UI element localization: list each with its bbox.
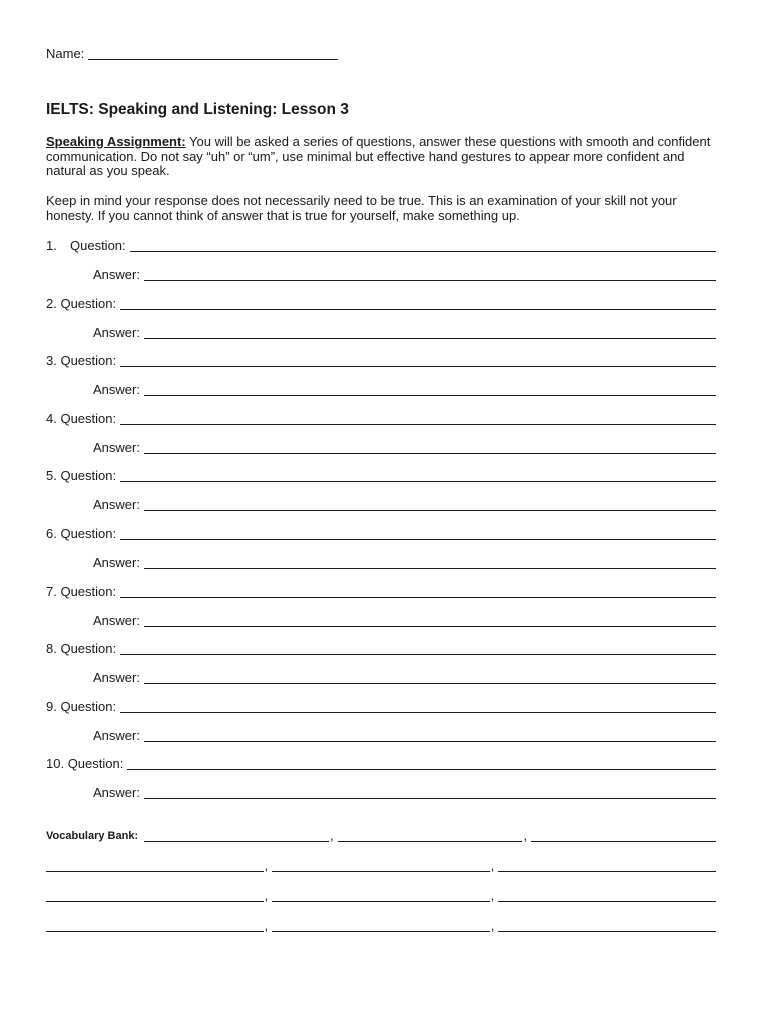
answer-label: Answer: — [93, 497, 140, 512]
answer-label: Answer: — [93, 728, 140, 743]
name-field-row — [46, 44, 716, 62]
question-label: 5. Question: — [46, 468, 117, 483]
question-label: 7. Question: — [46, 584, 117, 599]
answer-blank[interactable] — [144, 280, 716, 281]
vocab-comma: , — [264, 888, 269, 903]
answer-blank[interactable] — [144, 626, 716, 627]
question-row — [46, 697, 716, 715]
question-blank[interactable] — [127, 769, 716, 770]
question-number: 3. — [46, 353, 57, 368]
answer-label: Answer: — [93, 267, 140, 282]
vocab-blank[interactable] — [338, 841, 523, 842]
question-number: 6. — [46, 526, 57, 541]
vocab-blank[interactable] — [531, 841, 716, 842]
vocab-label: Vocabulary Bank: — [46, 830, 139, 842]
answer-label: Answer: — [93, 555, 140, 570]
vocab-blank[interactable] — [498, 931, 716, 932]
vocab-row — [46, 856, 716, 874]
answer-label: Answer: — [93, 613, 140, 628]
question-number: 2. — [46, 296, 57, 311]
answer-blank[interactable] — [144, 798, 716, 799]
question-blank[interactable] — [120, 654, 716, 655]
question-number: 7. — [46, 584, 57, 599]
answer-row — [93, 495, 716, 513]
question-number: 5. — [46, 468, 57, 483]
answer-row — [93, 438, 716, 456]
assignment-label: Speaking Assignment: — [46, 134, 186, 149]
question-blank[interactable] — [130, 251, 716, 252]
vocab-comma: , — [523, 828, 528, 843]
vocab-blank[interactable] — [272, 931, 490, 932]
question-label: 3. Question: — [46, 353, 117, 368]
answer-row — [93, 323, 716, 341]
answer-blank[interactable] — [144, 453, 716, 454]
question-label: 10. Question: — [46, 756, 124, 771]
question-row — [46, 639, 716, 657]
vocab-blank[interactable] — [46, 901, 264, 902]
vocab-comma: , — [490, 858, 495, 873]
question-label: 1. Question: — [46, 238, 126, 253]
assignment-text: You will be asked a series of questions, answer these questions with smooth and confident communication. Do not say “uh” or “um”, use minimal but effective hand gestures to appear more confident and natural as you speak. — [46, 134, 711, 178]
vocab-blank[interactable] — [46, 931, 264, 932]
answer-row — [93, 553, 716, 571]
question-number: 10. — [46, 756, 65, 771]
note-paragraph: Keep in mind your response does not necessarily need to be true. This is an examination of your skill not your honesty. If you cannot think of answer that is true for yourself, make something up. — [46, 193, 677, 223]
question-row — [46, 351, 716, 369]
vocab-blank[interactable] — [144, 841, 329, 842]
question-blank[interactable] — [120, 424, 716, 425]
answer-label: Answer: — [93, 670, 140, 685]
vocab-comma: , — [490, 888, 495, 903]
question-row — [46, 582, 716, 600]
question-label: 4. Question: — [46, 411, 117, 426]
answer-row — [93, 611, 716, 629]
vocab-blank[interactable] — [498, 901, 716, 902]
question-blank[interactable] — [120, 481, 716, 482]
answer-label: Answer: — [93, 440, 140, 455]
question-blank[interactable] — [120, 597, 716, 598]
question-label: 2. Question: — [46, 296, 117, 311]
question-number: 9. — [46, 699, 57, 714]
answer-blank[interactable] — [144, 510, 716, 511]
vocab-blank[interactable] — [272, 871, 490, 872]
vocab-comma: , — [264, 858, 269, 873]
answer-label: Answer: — [93, 325, 140, 340]
question-row — [46, 524, 716, 542]
answer-row — [93, 726, 716, 744]
assignment-paragraph — [46, 135, 726, 179]
answer-blank[interactable] — [144, 568, 716, 569]
page-title: IELTS: Speaking and Listening: Lesson 3 — [46, 101, 349, 118]
question-row — [46, 294, 716, 312]
vocab-blank[interactable] — [46, 871, 264, 872]
answer-row — [93, 380, 716, 398]
question-label: 6. Question: — [46, 526, 117, 541]
answer-label: Answer: — [93, 785, 140, 800]
vocab-blank[interactable] — [498, 871, 716, 872]
vocab-comma: , — [490, 918, 495, 933]
answer-blank[interactable] — [144, 395, 716, 396]
name-blank[interactable] — [88, 59, 338, 60]
question-row — [46, 754, 716, 772]
vocab-comma: , — [329, 828, 334, 843]
vocab-row — [46, 886, 716, 904]
answer-blank[interactable] — [144, 741, 716, 742]
question-number: 4. — [46, 411, 57, 426]
answer-row — [93, 783, 716, 801]
question-row — [46, 236, 716, 254]
answer-row — [93, 265, 716, 283]
answer-label: Answer: — [93, 382, 140, 397]
question-row — [46, 466, 716, 484]
question-number: 8. — [46, 641, 57, 656]
vocab-comma: , — [264, 918, 269, 933]
name-label: Name: — [46, 46, 85, 61]
question-number: 1. — [46, 238, 57, 253]
vocab-row — [46, 826, 716, 844]
question-label: 9. Question: — [46, 699, 117, 714]
answer-blank[interactable] — [144, 683, 716, 684]
question-blank[interactable] — [120, 712, 716, 713]
vocab-blank[interactable] — [272, 901, 490, 902]
answer-row — [93, 668, 716, 686]
vocab-row — [46, 916, 716, 934]
question-row — [46, 409, 716, 427]
question-label: 8. Question: — [46, 641, 117, 656]
answer-blank[interactable] — [144, 338, 716, 339]
question-blank[interactable] — [120, 539, 716, 540]
question-blank[interactable] — [120, 366, 716, 367]
question-blank[interactable] — [120, 309, 716, 310]
